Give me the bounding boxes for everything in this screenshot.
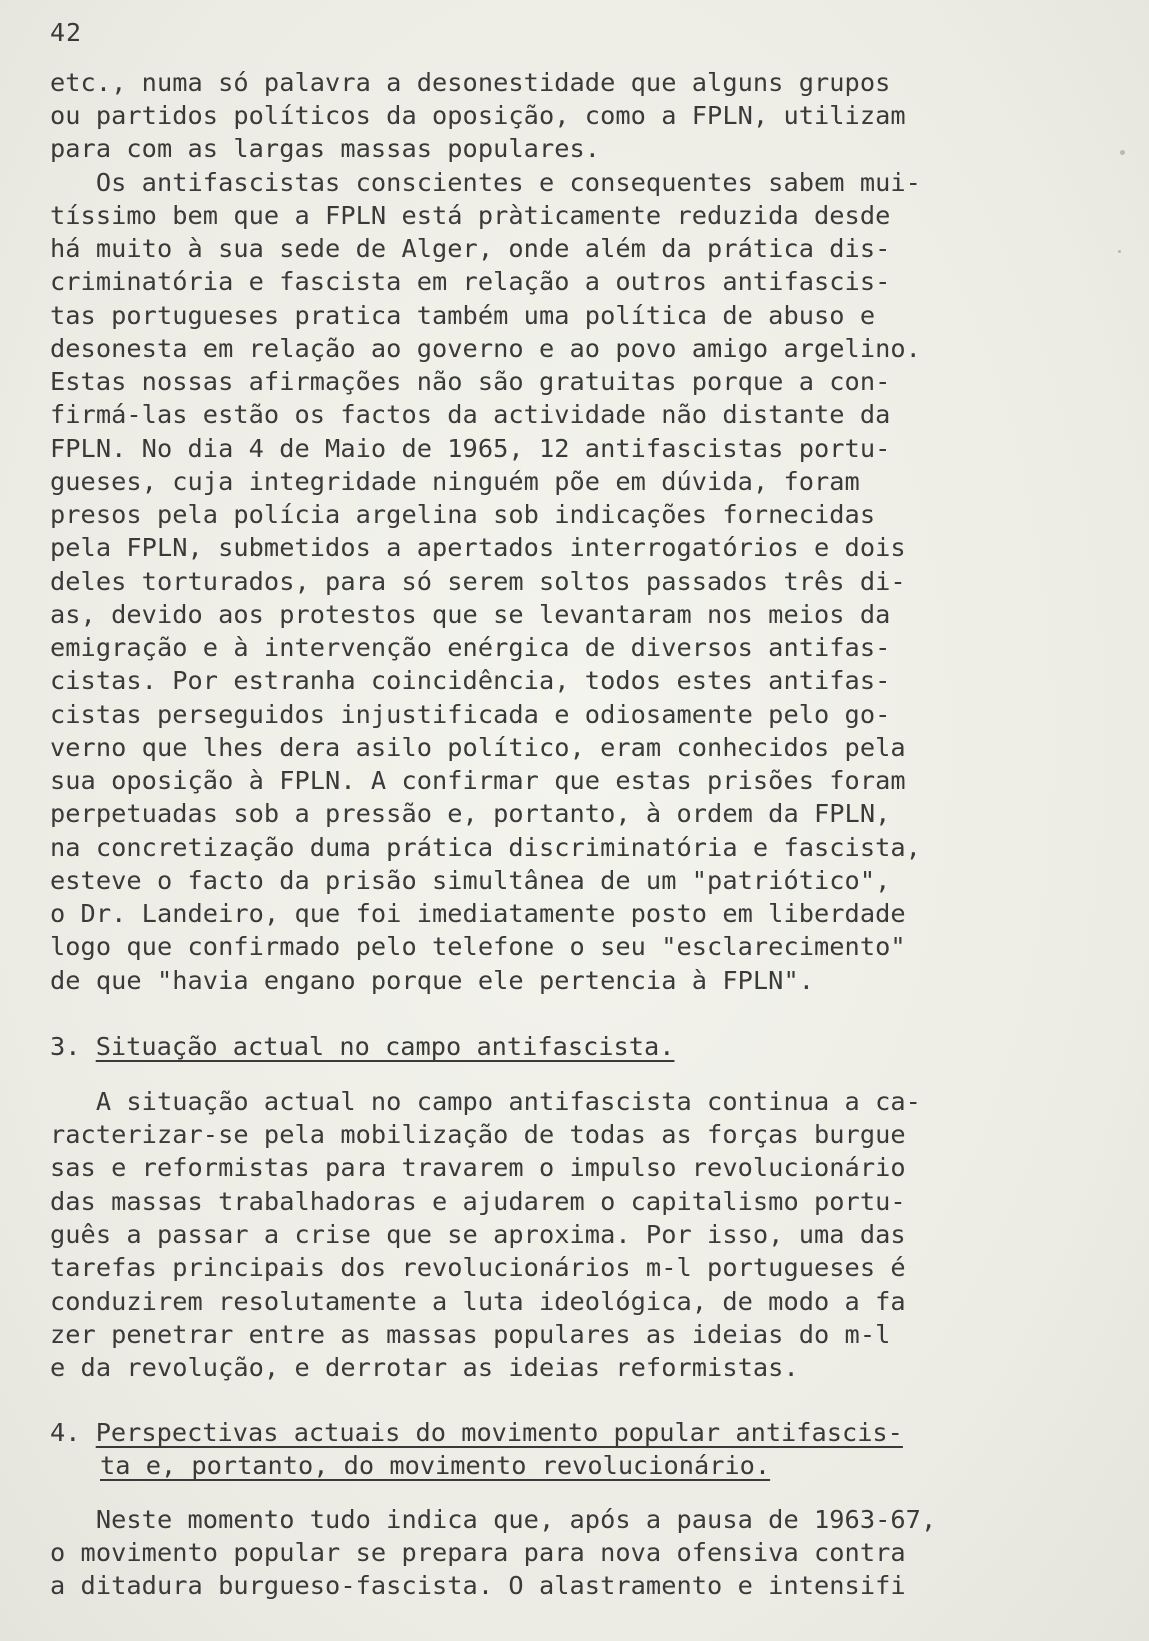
text-line: verno que lhes dera asilo político, eram conhecidos pela [50, 733, 906, 762]
text-line: guês a passar a crise que se aproxima. Por isso, uma das [50, 1220, 906, 1249]
text-line: pela FPLN, submetidos a apertados interrogatórios e dois [50, 533, 906, 562]
text-line: cistas perseguidos injustificada e odiosamente pelo go- [50, 700, 891, 729]
text-line: o Dr. Landeiro, que foi imediatamente posto em liberdade [50, 899, 906, 928]
text-line: perpetuadas sob a pressão e, portanto, à ordem da FPLN, [50, 799, 891, 828]
text-line: presos pela polícia argelina sob indicações fornecidas [50, 500, 876, 529]
text-line: Neste momento tudo indica que, após a pausa de 1963-67, [50, 1505, 937, 1534]
text-line: sua oposição à FPLN. A confirmar que estas prisões foram [50, 766, 906, 795]
section-number: 3. [50, 1032, 81, 1061]
text-line: esteve o facto da prisão simultânea de um "patriótico", [50, 866, 891, 895]
text-line: de que "havia engano porque ele pertencia à FPLN". [50, 966, 814, 995]
text-line: gueses, cuja integridade ninguém põe em dúvida, foram [50, 467, 860, 496]
text-line: etc., numa só palavra a desonestidade que alguns grupos [50, 68, 891, 97]
text-line: para com as largas massas populares. [50, 134, 601, 163]
text-line: deles torturados, para só serem soltos passados três di- [50, 567, 906, 596]
text-line: Estas nossas afirmações não são gratuitas porque a con- [50, 367, 891, 396]
text-line: desonesta em relação ao governo e ao povo amigo argelino. [50, 334, 921, 363]
text-line: sas e reformistas para travarem o impulso revolucionário [50, 1153, 906, 1182]
text-line: tarefas principais dos revolucionários m-l portugueses é [50, 1253, 906, 1282]
text-line: na concretização duma prática discriminatória e fascista, [50, 833, 921, 862]
paper-speck [1120, 150, 1125, 155]
section-4-heading [50, 1418, 903, 1448]
text-line: ou partidos políticos da oposição, como a FPLN, utilizam [50, 101, 906, 130]
text-line: zer penetrar entre as massas populares as ideias do m-l [50, 1320, 891, 1349]
text-line: emigração e à intervenção enérgica de diversos antifas- [50, 633, 891, 662]
text-line: firmá-las estão os factos da actividade não distante da [50, 400, 891, 429]
text-line: e da revolução, e derrotar as ideias reformistas. [50, 1353, 799, 1382]
section-title: Situação actual no campo antifascista. [95, 1032, 675, 1061]
text-line: a ditadura burgueso-fascista. O alastramento e intensifi [50, 1571, 906, 1600]
section-title-line-1: Perspectivas actuais do movimento popular antifascis- [95, 1418, 903, 1447]
section-number: 4. [50, 1418, 81, 1447]
text-line: A situação actual no campo antifascista continua a ca- [50, 1087, 921, 1116]
section-3-heading [50, 1032, 674, 1062]
section-4-heading-continued [100, 1451, 770, 1481]
text-line: tas portugueses pratica também uma política de abuso e [50, 301, 876, 330]
text-line: tíssimo bem que a FPLN está pràticamente reduzida desde [50, 201, 891, 230]
text-line: o movimento popular se prepara para nova ofensiva contra [50, 1538, 906, 1567]
text-line: as, devido aos protestos que se levantaram nos meios da [50, 600, 891, 629]
section-title-line-2: ta e, portanto, do movimento revolucionário. [100, 1451, 771, 1480]
page-number: 42 [50, 18, 83, 47]
text-line: conduzirem resolutamente a luta ideológica, de modo a fa [50, 1287, 906, 1316]
text-line: Os antifascistas conscientes e consequentes sabem mui- [50, 168, 921, 197]
text-line: das massas trabalhadoras e ajudarem o capitalismo portu- [50, 1187, 906, 1216]
text-line: racterizar-se pela mobilização de todas as forças burgue [50, 1120, 906, 1149]
paper-speck [1118, 250, 1121, 253]
text-line: há muito à sua sede de Alger, onde além da prática dis- [50, 234, 891, 263]
text-line: FPLN. No dia 4 de Maio de 1965, 12 antifascistas portu- [50, 434, 891, 463]
text-line: logo que confirmado pelo telefone o seu "esclarecimento" [50, 932, 906, 961]
text-line: cistas. Por estranha coincidência, todos estes antifas- [50, 666, 891, 695]
text-line: criminatória e fascista em relação a outros antifascis- [50, 267, 891, 296]
